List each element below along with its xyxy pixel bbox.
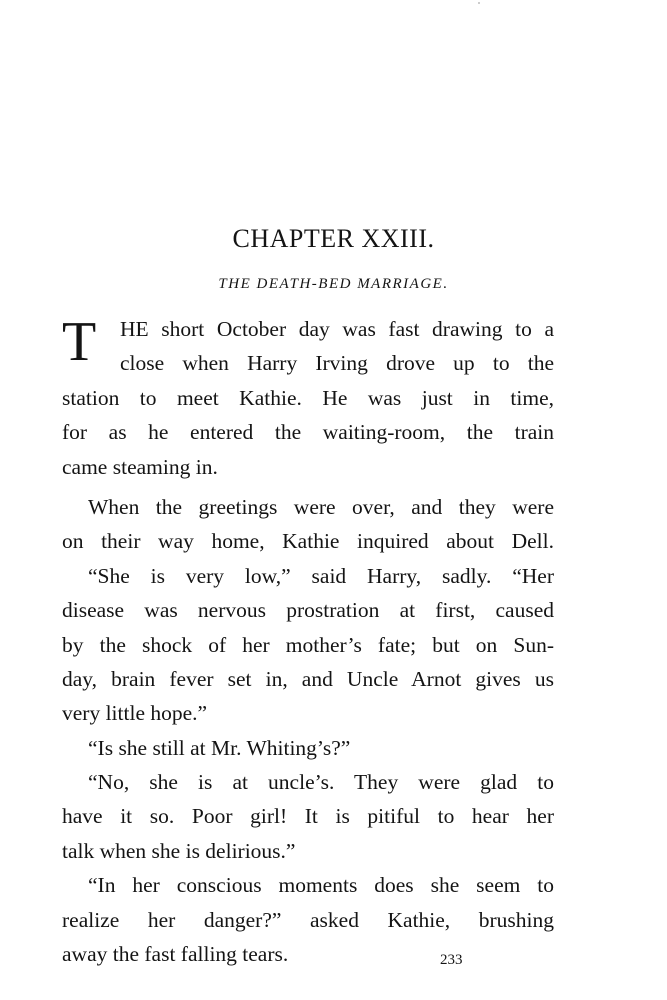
chapter-body <box>62 312 554 971</box>
text-line: station to meet Kathie. He was just in time, <box>62 385 554 410</box>
text-line: very little hope.” <box>62 701 208 726</box>
chapter-subtitle: THE DEATH-BED MARRIAGE. <box>218 276 449 292</box>
text-line: realize her danger?” asked Kathie, brushing <box>62 907 554 932</box>
text-line: talk when she is delirious.” <box>62 838 296 863</box>
text-line: close when Harry Irving drove up to the <box>120 351 554 376</box>
text-line: “Is she still at Mr. Whiting’s?” <box>88 735 351 760</box>
paragraph <box>62 312 554 484</box>
text-line: have it so. Poor girl! It is pitiful to hear her <box>62 804 554 829</box>
text-line: came steaming in. <box>62 454 218 479</box>
text-line: day, brain fever set in, and Uncle Arnot gives us <box>62 666 554 691</box>
text-line: HE short October day was fast drawing to a <box>120 317 554 341</box>
paragraph <box>62 490 554 559</box>
text-line: “No, she is at uncle’s. They were glad to <box>88 770 554 795</box>
drop-cap: T <box>62 311 97 373</box>
paragraph <box>62 559 554 731</box>
text-line: “In her conscious moments does she seem to <box>88 873 554 898</box>
paragraph <box>62 731 554 765</box>
paragraph <box>62 765 554 868</box>
text-line: on their way home, Kathie inquired about Dell. <box>62 529 554 554</box>
text-line: disease was nervous prostration at first, caused <box>62 598 554 623</box>
print-speck <box>478 2 480 4</box>
text-line: for as he entered the waiting-room, the train <box>62 420 554 445</box>
text-line: away the fast falling tears. <box>62 942 289 967</box>
text-line: “She is very low,” said Harry, sadly. “Her <box>88 563 554 588</box>
text-line: When the greetings were over, and they were <box>88 494 554 519</box>
text-line: by the shock of her mother’s fate; but on Sun- <box>62 632 554 657</box>
chapter-title: CHAPTER XXIII. <box>232 224 435 253</box>
page-number: 233 <box>440 952 463 968</box>
